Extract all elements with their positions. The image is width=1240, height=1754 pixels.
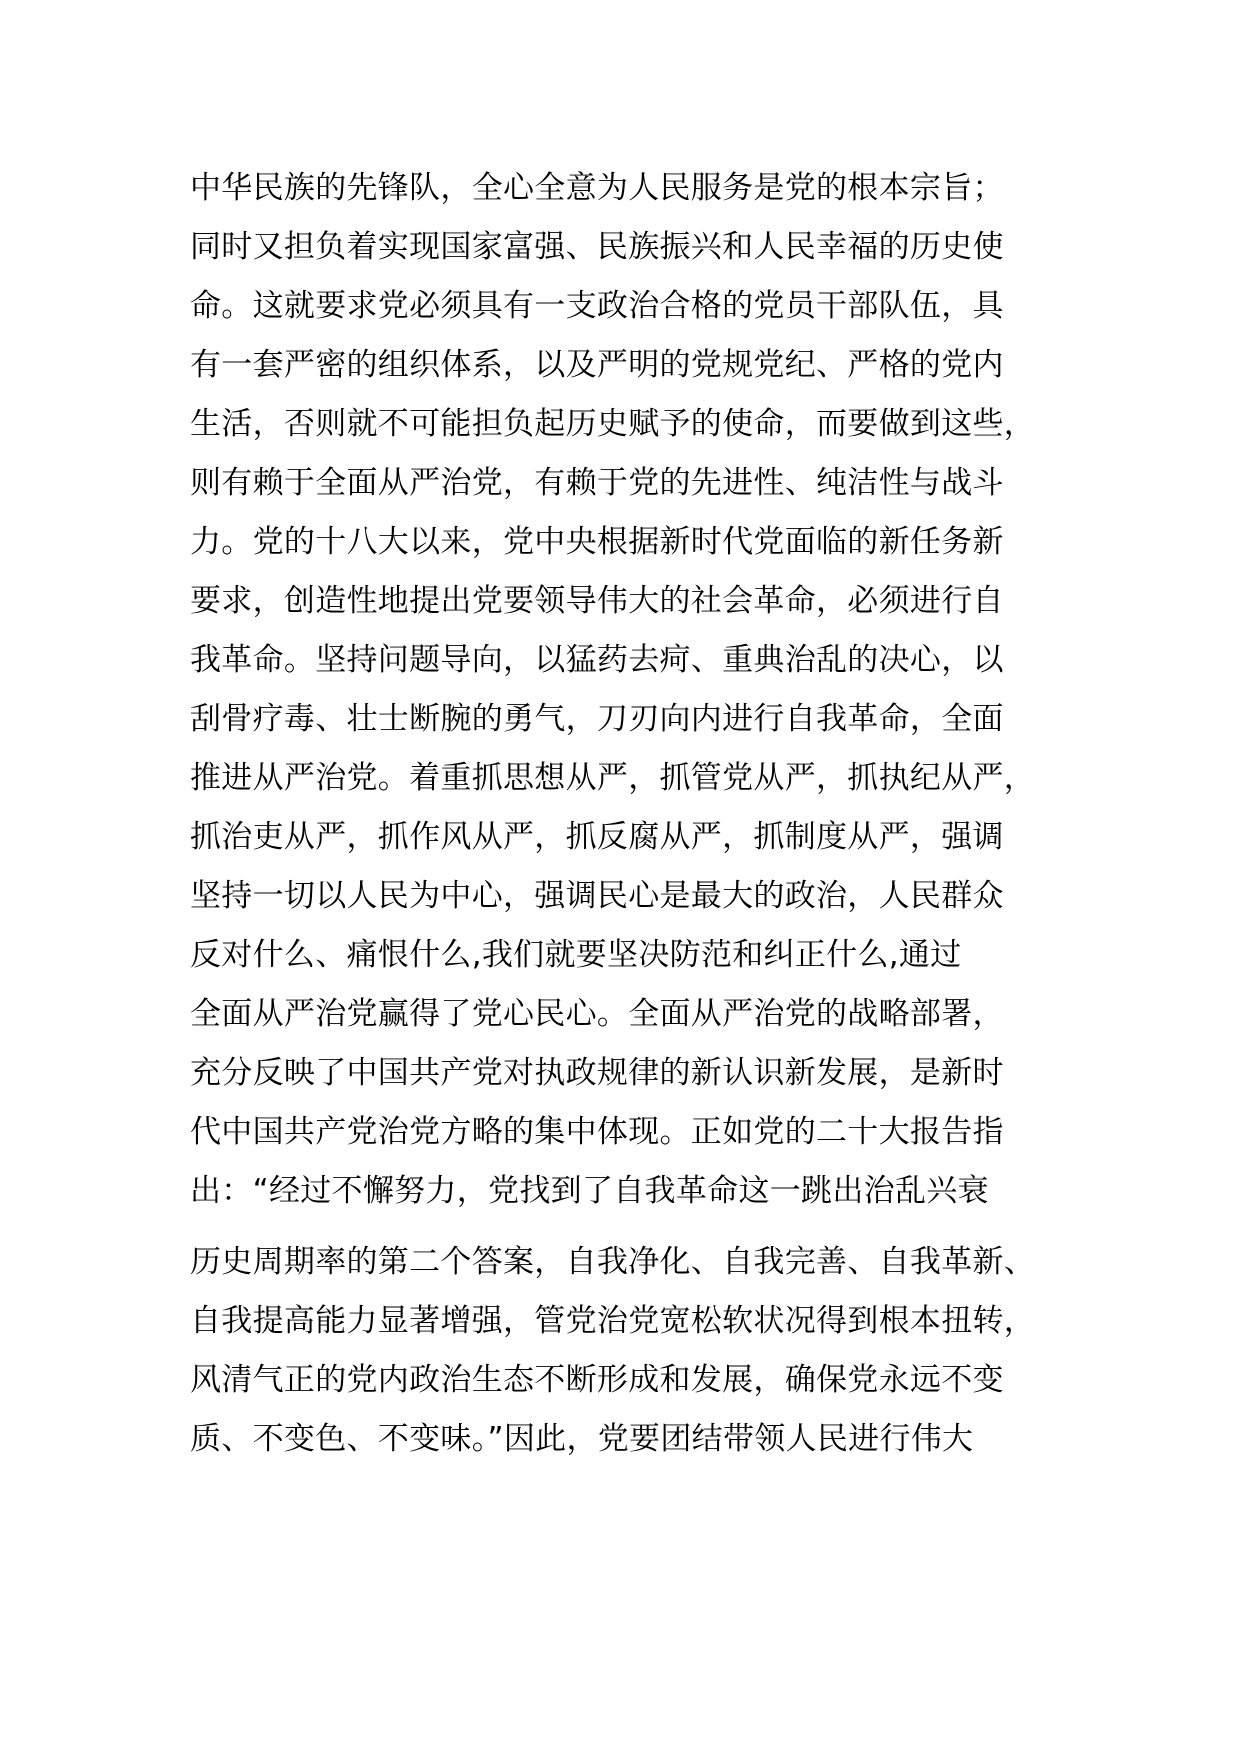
text-line: 中华民族的先锋队，全心全意为人民服务是党的根本宗旨； bbox=[190, 170, 1004, 206]
text-line: 力。党的十八大以来，党中央根据新时代党面临的新任务新 bbox=[190, 524, 1004, 560]
text-line: 充分反映了中国共产党对执政规律的新认识新发展，是新时 bbox=[190, 1055, 1004, 1091]
text-line: 质、不变色、不变味。”因此，党要团结带领人民进行伟大 bbox=[190, 1421, 974, 1457]
text-line: 自我提高能力显著增强，管党治党宽松软状况得到根本扭转， bbox=[190, 1303, 1036, 1339]
text-line: 出：“经过不懈努力，党找到了自我革命这一跳出治乱兴衰 bbox=[190, 1173, 989, 1209]
text-line: 要求，创造性地提出党要领导伟大的社会革命，必须进行自 bbox=[190, 583, 1004, 619]
text-line: 刮骨疗毒、壮士断腕的勇气，刀刃向内进行自我革命，全面 bbox=[190, 701, 1004, 737]
text-line: 历史周期率的第二个答案，自我净化、自我完善、自我革新、 bbox=[190, 1244, 1036, 1280]
text-line: 我革命。坚持问题导向，以猛药去疴、重典治乱的决心，以 bbox=[190, 642, 1004, 678]
text-line: 命。这就要求党必须具有一支政治合格的党员干部队伍，具 bbox=[190, 288, 1004, 324]
text-line: 同时又担负着实现国家富强、民族振兴和人民幸福的历史使 bbox=[190, 229, 1004, 265]
text-line: 推进从严治党。着重抓思想从严，抓管党从严，抓执纪从严， bbox=[190, 760, 1036, 796]
text-line: 坚持一切以人民为中心，强调民心是最大的政治，人民群众 bbox=[190, 878, 1004, 914]
text-line: 代中国共产党治党方略的集中体现。正如党的二十大报告指 bbox=[190, 1114, 1004, 1150]
text-line: 全面从严治党赢得了党心民心。全面从严治党的战略部署， bbox=[190, 996, 1004, 1032]
text-line: 则有赖于全面从严治党，有赖于党的先进性、纯洁性与战斗 bbox=[190, 465, 1004, 501]
text-line: 生活，否则就不可能担负起历史赋予的使命，而要做到这些， bbox=[190, 406, 1036, 442]
text-line: 抓治吏从严，抓作风从严，抓反腐从严，抓制度从严，强调 bbox=[190, 819, 1004, 855]
text-line: 风清气正的党内政治生态不断形成和发展，确保党永远不变 bbox=[190, 1362, 1004, 1398]
text-line: 有一套严密的组织体系，以及严明的党规党纪、严格的党内 bbox=[190, 347, 1004, 383]
text-line: 反对什么、痛恨什么,我们就要坚决防范和纠正什么,通过 bbox=[190, 937, 962, 973]
